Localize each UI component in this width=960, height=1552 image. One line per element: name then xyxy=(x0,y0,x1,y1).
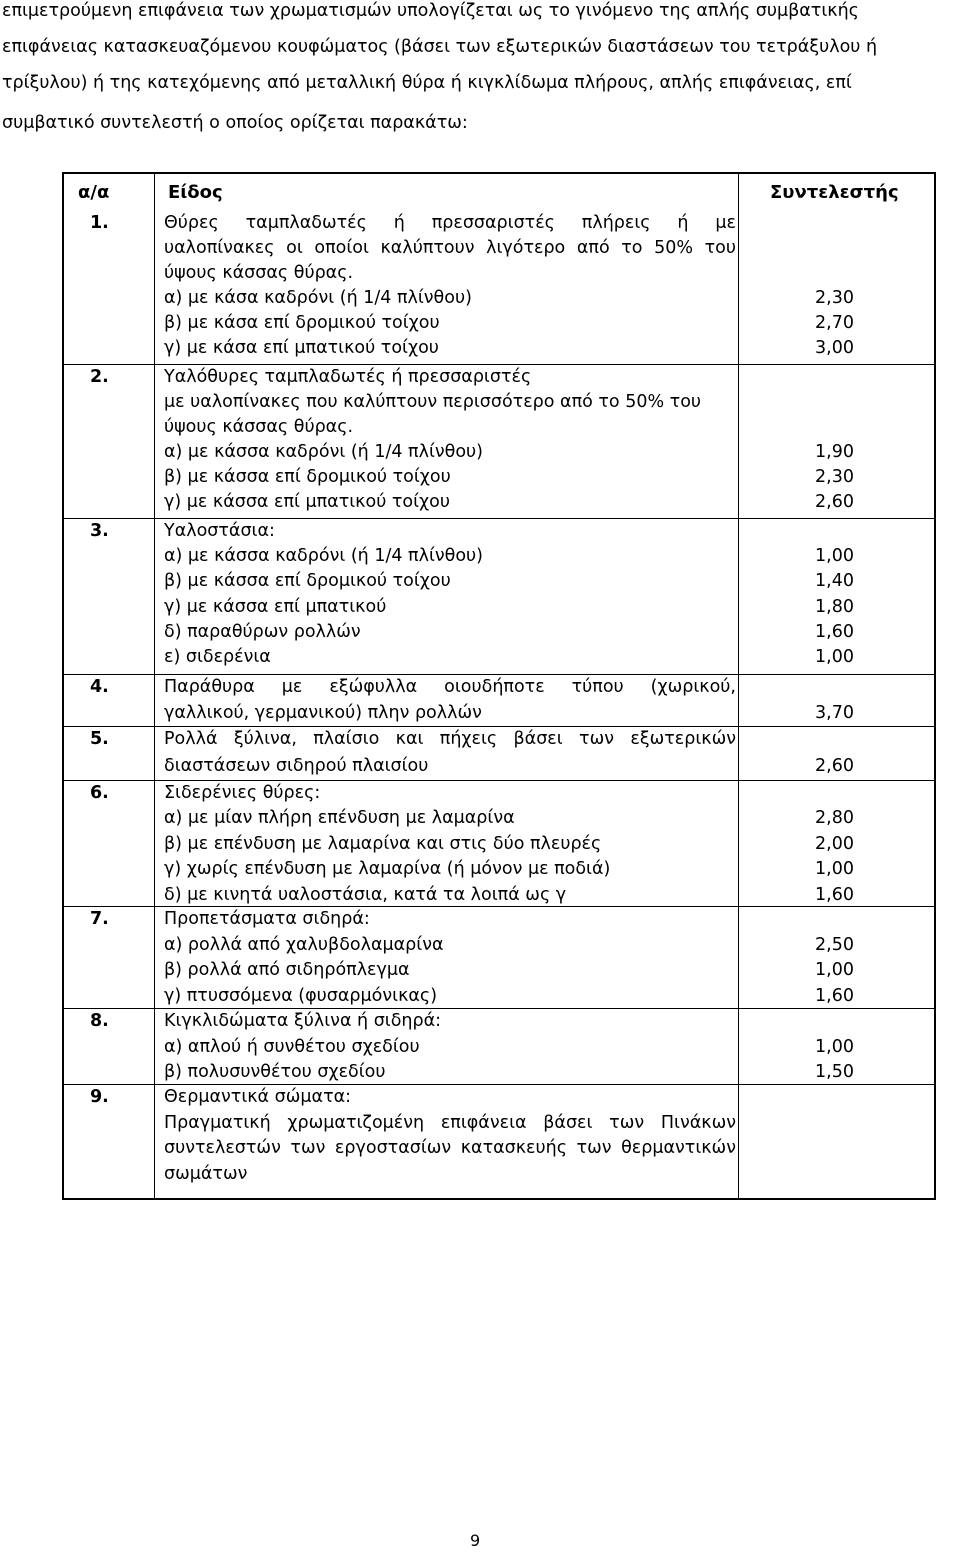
coefficient-value: 2,00 xyxy=(815,833,854,854)
coefficient-value: 2,50 xyxy=(815,934,854,955)
row-number: 2. xyxy=(90,367,109,387)
coefficient-value: 1,60 xyxy=(815,985,854,1006)
item-text: α) με μίαν πλήρη επένδυση με λαμαρίνα xyxy=(164,808,515,829)
coefficient-value: 3,00 xyxy=(815,338,854,358)
item-text: Υαλοστάσια: xyxy=(164,521,275,541)
item-text: ύψους κάσσας θύρας. xyxy=(164,417,354,437)
item-text: β) πολυσυνθέτου σχεδίου xyxy=(164,1062,386,1082)
coefficient-value: 2,70 xyxy=(815,313,854,333)
row-separator xyxy=(64,1084,934,1085)
row-number: 4. xyxy=(90,677,109,697)
header-coefficient: Συντελεστής xyxy=(770,182,899,203)
item-text: Ρολλά ξύλινα, πλαίσιο και πήχεις βάσει των εξωτερικών xyxy=(164,729,736,749)
item-text: Πραγματική χρωματιζομένη επιφάνεια βάσει των Πινάκων xyxy=(164,1112,736,1133)
coefficient-value: 2,80 xyxy=(815,808,854,829)
row-separator xyxy=(64,674,934,675)
row-separator xyxy=(64,726,934,727)
intro-line: τρίξυλου) ή της κατεχόμενης από μεταλλική θύρα ή κιγκλίδωμα πλήρους, απλής επιφάνειας, επί xyxy=(2,73,852,93)
coefficient-value: 1,60 xyxy=(815,621,854,642)
page-number: 9 xyxy=(470,1531,481,1550)
intro-line: συμβατικό συντελεστή ο οποίος ορίζεται παρακάτω: xyxy=(2,113,468,133)
item-text: Θύρες ταμπλαδωτές ή πρεσσαριστές πλήρεις ή με xyxy=(164,213,736,233)
coefficient-value: 1,50 xyxy=(815,1062,854,1082)
item-text: σωμάτων xyxy=(164,1163,248,1184)
coefficient-value: 1,60 xyxy=(815,884,854,905)
item-text: β) με κάσα επί δρομικού τοίχου xyxy=(164,313,440,333)
coefficient-value: 1,80 xyxy=(815,596,854,617)
coefficients-table xyxy=(62,172,936,1200)
item-text: δ) παραθύρων ρολλών xyxy=(164,621,361,642)
coefficient-value: 1,00 xyxy=(815,960,854,981)
coefficient-value: 2,60 xyxy=(815,492,854,512)
item-text: υαλοπίνακες οι οποίοι καλύπτουν λιγότερο από το 50% του xyxy=(164,238,736,258)
item-text: Παράθυρα με εξώφυλλα οιουδήποτε τύπου (χωρικού, xyxy=(164,677,736,697)
item-text: γ) χωρίς επένδυση με λαμαρίνα (ή μόνον με ποδιά) xyxy=(164,859,611,880)
row-number: 3. xyxy=(90,521,109,541)
coefficient-value: 2,30 xyxy=(815,467,854,487)
item-text: συντελεστών των εργοστασίων κατασκευής των θερμαντικών xyxy=(164,1138,736,1158)
coefficient-value: 1,00 xyxy=(815,859,854,880)
item-text: γ) με κάσσα επί μπατικού τοίχου xyxy=(164,492,450,512)
coefficient-value: 2,60 xyxy=(815,756,854,776)
coefficient-value: 2,30 xyxy=(815,288,854,308)
row-number: 9. xyxy=(90,1087,109,1107)
row-number: 7. xyxy=(90,909,109,929)
coefficient-value: 1,00 xyxy=(815,647,854,667)
item-text: γ) με κάσα επί μπατικού τοίχου xyxy=(164,338,439,358)
item-text: α) με κάσσα καδρόνι (ή 1/4 πλίνθου) xyxy=(164,442,484,462)
row-separator xyxy=(64,364,934,365)
item-text: β) ρολλά από σιδηρόπλεγμα xyxy=(164,960,410,981)
item-text: α) ρολλά από χαλυβδολαμαρίνα xyxy=(164,934,444,955)
coefficient-value: 1,00 xyxy=(815,1036,854,1057)
header-num: α/α xyxy=(78,182,110,203)
row-separator xyxy=(64,906,934,907)
item-text: γ) πτυσσόμενα (φυσαρμόνικας) xyxy=(164,985,438,1006)
item-text: β) με κάσσα επί δρομικού τοίχου xyxy=(164,571,451,592)
item-text: Σιδερένιες θύρες: xyxy=(164,783,321,803)
coefficient-value: 1,00 xyxy=(815,546,854,567)
coefficient-value: 1,90 xyxy=(815,442,854,462)
item-text: α) με κάσα καδρόνι (ή 1/4 πλίνθου) xyxy=(164,288,472,308)
item-text: α) απλού ή συνθέτου σχεδίου xyxy=(164,1036,420,1057)
item-text: γ) με κάσσα επί μπατικού xyxy=(164,596,387,617)
item-text: Προπετάσματα σιδηρά: xyxy=(164,909,370,929)
row-separator xyxy=(64,518,934,519)
item-text: α) με κάσσα καδρόνι (ή 1/4 πλίνθου) xyxy=(164,546,484,567)
column-divider xyxy=(738,174,739,1198)
item-text: με υαλοπίνακες που καλύπτουν περισσότερο από το 50% του xyxy=(164,392,702,412)
row-number: 1. xyxy=(90,213,109,233)
row-number: 8. xyxy=(90,1011,109,1031)
coefficient-value: 3,70 xyxy=(815,703,854,723)
item-text: Θερμαντικά σώματα: xyxy=(164,1087,352,1107)
item-text: β) με επένδυση με λαμαρίνα και στις δύο πλευρές xyxy=(164,833,602,854)
item-text: Υαλόθυρες ταμπλαδωτές ή πρεσσαριστές xyxy=(164,367,532,387)
item-text: β) με κάσσα επί δρομικού τοίχου xyxy=(164,467,451,487)
item-text: διαστάσεων σιδηρού πλαισίου xyxy=(164,756,429,776)
row-number: 6. xyxy=(90,783,109,803)
item-text: δ) με κινητά υαλοστάσια, κατά τα λοιπά ως γ xyxy=(164,884,567,905)
intro-line: επιφάνειας κατασκευαζόμενου κουφώματος (βάσει των εξωτερικών διαστάσεων του τετράξυλου ή xyxy=(2,37,878,57)
intro-line: επιμετρούμενη επιφάνεια των χρωματισμών υπολογίζεται ως το γινόμενο της απλής συμβατικής xyxy=(2,1,859,21)
row-number: 5. xyxy=(90,729,109,749)
item-text: ε) σιδερένια xyxy=(164,647,271,667)
item-text: ύψους κάσσας θύρας. xyxy=(164,263,354,283)
column-divider xyxy=(154,174,155,1198)
item-text: Κιγκλιδώματα ξύλινα ή σιδηρά: xyxy=(164,1011,442,1031)
item-text: γαλλικού, γερμανικού) πλην ρολλών xyxy=(164,703,482,723)
row-separator xyxy=(64,1008,934,1009)
row-separator xyxy=(64,780,934,781)
header-kind: Είδος xyxy=(168,182,223,203)
coefficient-value: 1,40 xyxy=(815,571,854,592)
